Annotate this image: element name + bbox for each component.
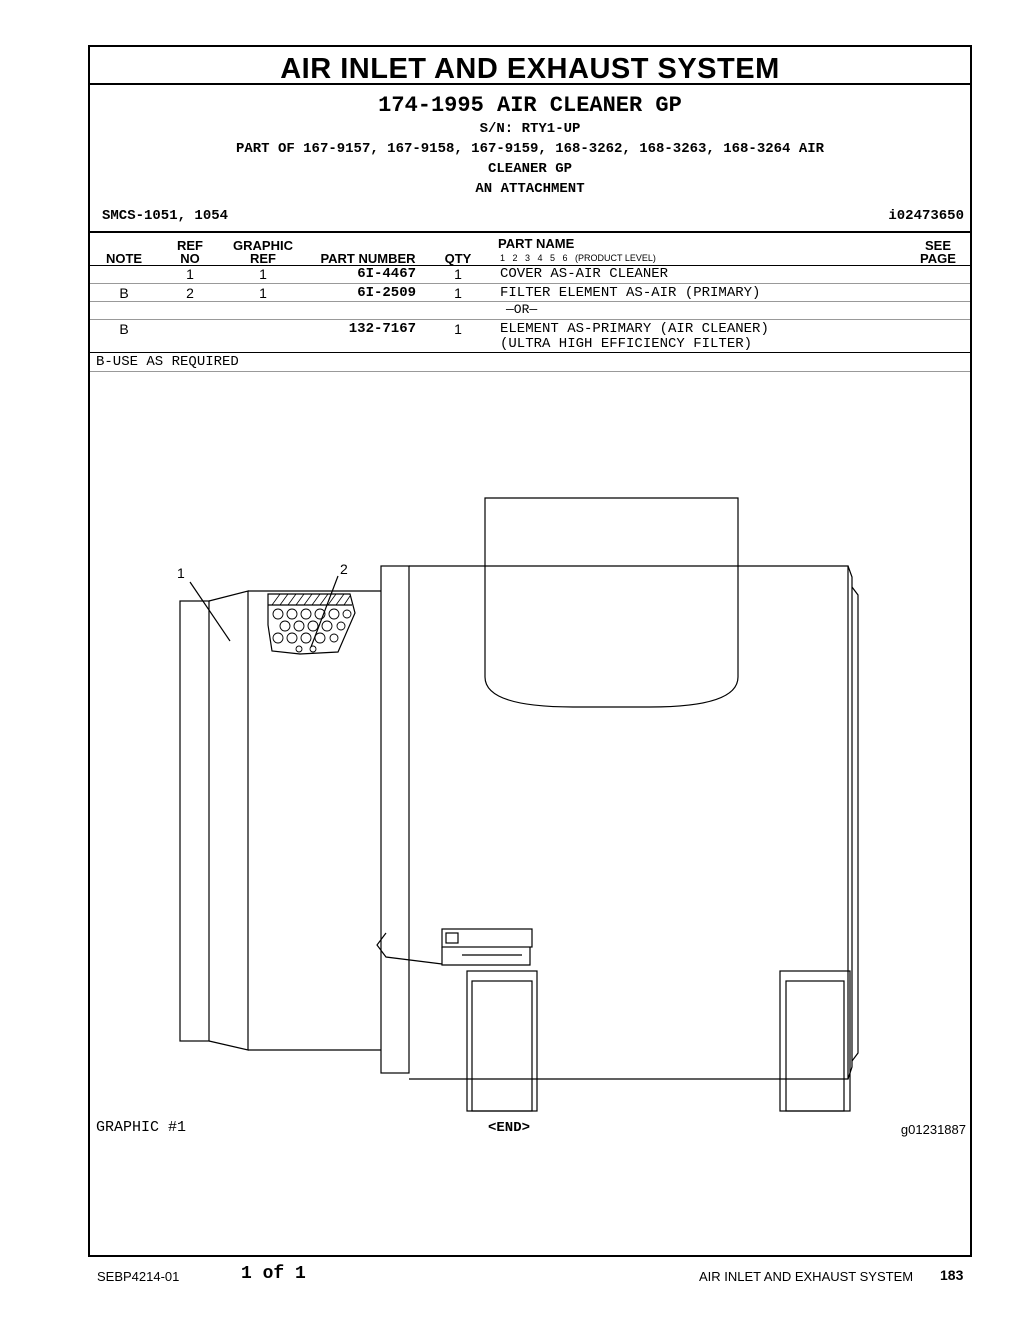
attachment-label: AN ATTACHMENT xyxy=(475,181,585,197)
footer-section-name: AIR INLET AND EXHAUST SYSTEM xyxy=(699,1269,914,1284)
inlet-hood xyxy=(485,498,738,707)
part-name: FILTER ELEMENT AS-AIR (PRIMARY) xyxy=(500,285,761,301)
right-foot xyxy=(780,971,850,1111)
header-part-name: PART NAME xyxy=(498,236,575,251)
end-marker: <END> xyxy=(488,1120,531,1136)
clamp-band xyxy=(381,566,409,1073)
housing-body xyxy=(409,566,848,1079)
serial-number: S/N: RTY1-UP xyxy=(479,121,581,137)
air-cleaner-illustration xyxy=(90,377,970,1117)
part-of-line-2: CLEANER GP xyxy=(487,161,572,177)
part-name-detail: (ULTRA HIGH EFFICIENCY FILTER) xyxy=(500,336,753,352)
left-foot xyxy=(467,971,537,1111)
section-title: AIR INLET AND EXHAUST SYSTEM xyxy=(280,53,780,85)
header-product-levels: 1 2 3 4 5 6 (PRODUCT LEVEL) xyxy=(500,253,656,263)
latch-base xyxy=(442,947,530,965)
housing-rim xyxy=(852,587,858,1061)
right-foot-inner xyxy=(786,981,844,1111)
part-number: 132-7167 xyxy=(348,321,416,337)
qty: 1 xyxy=(454,285,462,301)
part-name: COVER AS-AIR CLEANER xyxy=(500,266,669,282)
ref-no: 2 xyxy=(186,285,194,301)
smcs-code: SMCS-1051, 1054 xyxy=(102,208,229,224)
callout-1: 1 xyxy=(177,565,185,581)
graphic-id: g01231887 xyxy=(900,1122,966,1137)
outlet-ring xyxy=(180,601,209,1041)
graphic-label: GRAPHIC #1 xyxy=(96,1119,187,1136)
divider xyxy=(90,371,970,372)
qty: 1 xyxy=(454,321,462,337)
part-name: ELEMENT AS-PRIMARY (AIR CLEANER) xyxy=(500,321,769,337)
alternate-separator: —OR— xyxy=(506,302,538,317)
footer-page-count: 1 of 1 xyxy=(241,1264,306,1284)
callout-2: 2 xyxy=(340,561,348,577)
footer-document-number: SEBP4214-01 xyxy=(97,1269,180,1284)
header-see-page: PAGE xyxy=(920,251,956,266)
page-frame xyxy=(88,45,972,1257)
header-see: SEE xyxy=(924,238,951,253)
header-graphic-ref: REF xyxy=(250,251,276,266)
graphic-ref: 1 xyxy=(259,266,267,282)
latch-body xyxy=(442,929,532,947)
outlet-taper xyxy=(209,591,248,1050)
divider xyxy=(90,283,970,284)
header-graphic: GRAPHIC xyxy=(233,238,293,253)
divider xyxy=(90,352,970,353)
part-of-line-1: PART OF 167-9157, 167-9158, 167-9159, 168-3262, 168-3263, 168-3264 AIR xyxy=(235,141,825,157)
divider xyxy=(90,83,970,85)
note: B xyxy=(119,321,129,337)
header-qty: QTY xyxy=(444,251,472,266)
footnote: B-USE AS REQUIRED xyxy=(96,354,239,370)
cutaway-hatch xyxy=(272,594,350,605)
part-number: 6I-4467 xyxy=(357,266,416,282)
document-id: i02473650 xyxy=(888,208,964,224)
header-part-number: PART NUMBER xyxy=(320,251,416,266)
note: B xyxy=(119,285,129,301)
divider xyxy=(90,231,970,233)
ref-no: 1 xyxy=(186,266,194,282)
header-ref-no: NO xyxy=(180,251,200,266)
qty: 1 xyxy=(454,266,462,282)
latch-clip xyxy=(446,933,458,943)
left-foot-inner xyxy=(472,981,532,1111)
header-ref: REF xyxy=(177,238,203,253)
group-title: 174-1995 AIR CLEANER GP xyxy=(378,93,682,118)
graphic-ref: 1 xyxy=(259,285,267,301)
divider xyxy=(90,319,970,320)
part-number: 6I-2509 xyxy=(357,285,416,301)
leader-line-1 xyxy=(190,582,230,641)
header-note: NOTE xyxy=(105,251,143,266)
footer-page-number: 183 xyxy=(940,1267,964,1283)
